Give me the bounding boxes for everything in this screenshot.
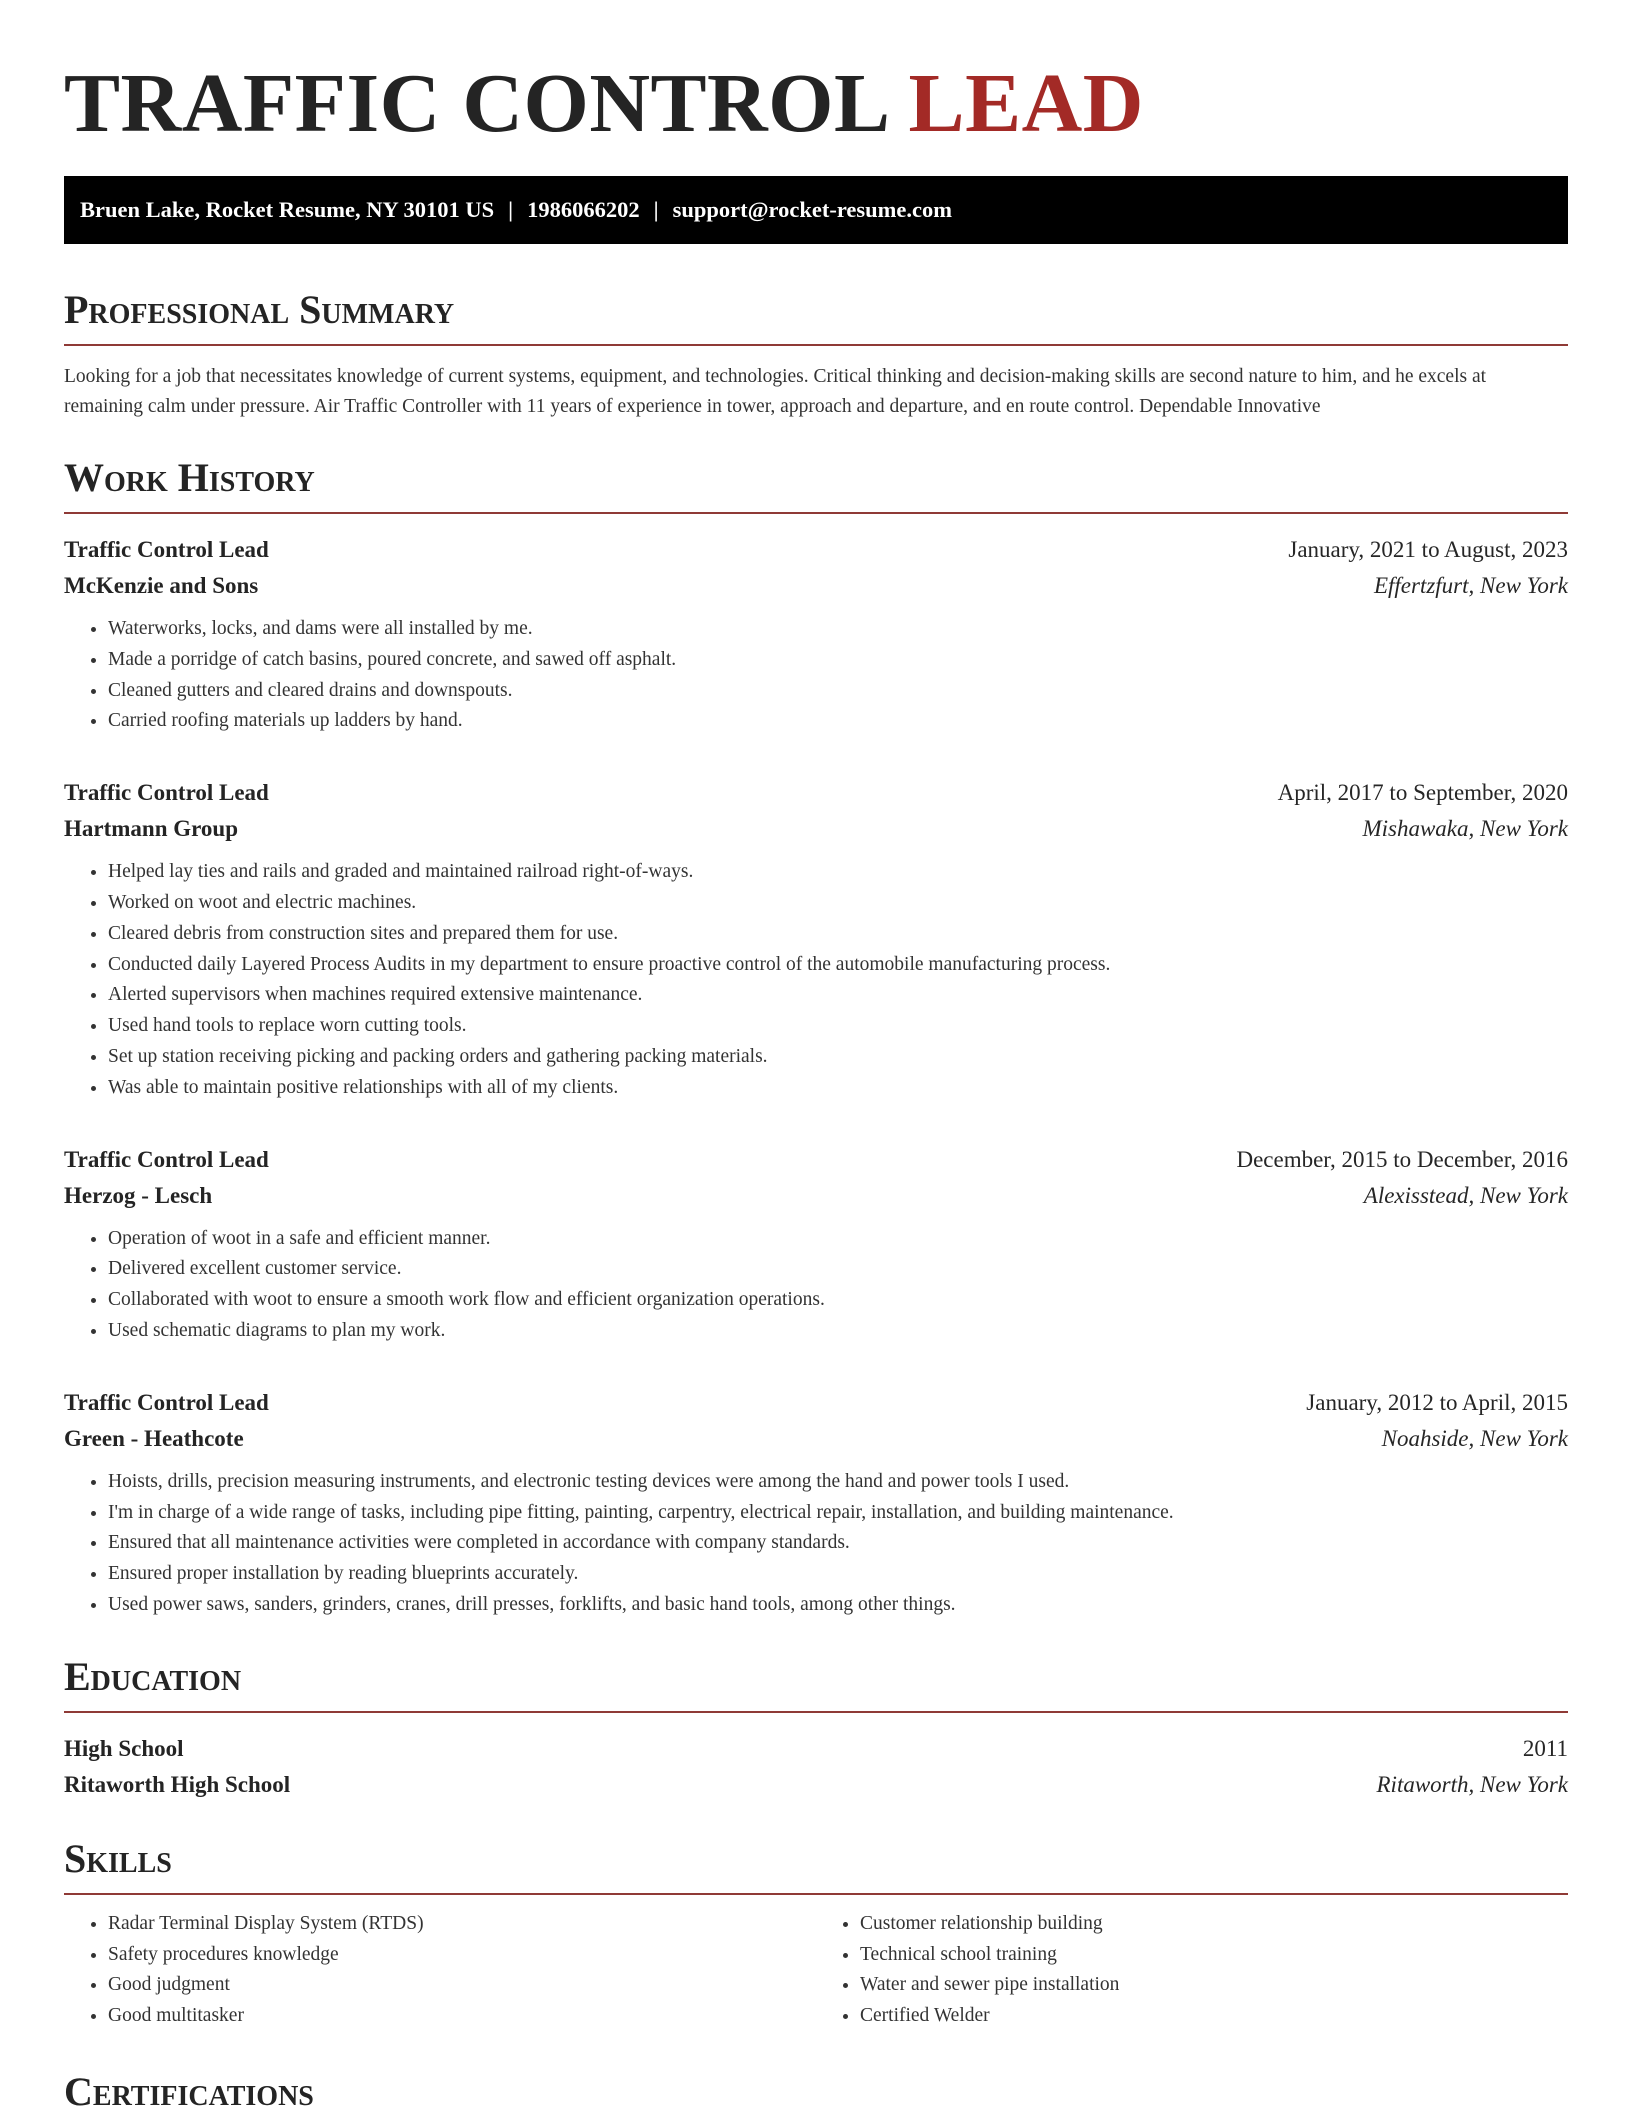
job-bullet: • Delivered excellent customer service.	[108, 1254, 1568, 1285]
job-bullet: • Used schematic diagrams to plan my work.	[108, 1316, 1568, 1347]
education-year: 2011	[1522, 1735, 1568, 1761]
skill-item: • Customer relationship building	[860, 1909, 1568, 1940]
job-bullet: • Used hand tools to replace worn cutting tools.	[108, 1011, 1568, 1042]
skill-item: • Safety procedures knowledge	[108, 1940, 816, 1971]
job-dates: January, 2021 to August, 2023	[1288, 537, 1568, 562]
job-bullet: • Carried roofing materials up ladders by hand.	[108, 706, 1568, 737]
skills-list-left	[64, 1909, 816, 2032]
education-location: Ritaworth, New York	[1376, 1771, 1568, 1797]
job-bullet: • Collaborated with woot to ensure a smooth work flow and efficient organization operations.	[108, 1285, 1568, 1316]
job-bullets	[64, 857, 1568, 1103]
skills-list-right	[816, 1909, 1568, 2032]
section-title: Skills	[64, 1835, 1568, 1895]
education-header-row	[64, 1731, 1568, 1767]
job-header-row	[64, 1385, 1568, 1421]
contact-email: support@rocket-resume.com	[672, 197, 953, 222]
job-company-row	[64, 811, 1568, 847]
skill-item: • Good multitasker	[108, 2001, 816, 2032]
job-location: Alexisstead, New York	[1363, 1182, 1568, 1208]
job-dates: December, 2015 to December, 2016	[1236, 1146, 1568, 1172]
job-company-row	[64, 568, 1568, 604]
job-bullet: • Worked on woot and electric machines.	[108, 888, 1568, 919]
job-location: Effertzfurt, New York	[1373, 573, 1568, 598]
job-role: Traffic Control Lead	[64, 537, 269, 562]
job-bullet: • Cleaned gutters and cleared drains and downspouts.	[108, 676, 1568, 707]
job-entry	[64, 775, 1568, 1103]
education-degree: High School	[64, 1735, 184, 1761]
contact-separator: |	[653, 197, 659, 222]
job-company-row	[64, 1421, 1568, 1457]
job-bullets	[64, 1467, 1568, 1621]
job-bullet: • Ensured that all maintenance activities were completed in accordance with company standards.	[108, 1528, 1568, 1559]
job-bullets	[64, 614, 1568, 737]
education-section	[64, 1653, 1568, 1803]
job-bullet: • Made a porridge of catch basins, poured concrete, and sawed off asphalt.	[108, 645, 1568, 676]
job-bullet: • Helped lay ties and rails and graded and maintained railroad right-of-ways.	[108, 857, 1568, 888]
skill-item: • Radar Terminal Display System (RTDS)	[108, 1909, 816, 1940]
job-company: Herzog - Lesch	[64, 1182, 213, 1208]
job-company: Hartmann Group	[64, 816, 239, 842]
job-location: Noahside, New York	[1381, 1425, 1568, 1451]
job-dates: April, 2017 to September, 2020	[1277, 780, 1568, 806]
job-bullets	[64, 1224, 1568, 1347]
education-entry	[64, 1731, 1568, 1803]
section-title: Certifications	[64, 2068, 1568, 2112]
job-bullet: • Was able to maintain positive relationships with all of my clients.	[108, 1073, 1568, 1104]
job-entry	[64, 1142, 1568, 1347]
job-header-row	[64, 775, 1568, 811]
contact-separator: |	[508, 197, 514, 222]
job-bullet: • I'm in charge of a wide range of tasks, including pipe fitting, painting, carpentry, electrical repair, installation, and building maintenance.	[108, 1498, 1568, 1529]
job-bullet: • Conducted daily Layered Process Audits in my department to ensure proactive control of the automobile manufacturing process.	[108, 950, 1568, 981]
education-school-row	[64, 1767, 1568, 1803]
name-last: LEAD	[908, 57, 1144, 150]
job-role: Traffic Control Lead	[64, 1389, 269, 1415]
skill-item: • Certified Welder	[860, 2001, 1568, 2032]
job-bullet: • Ensured proper installation by reading blueprints accurately.	[108, 1559, 1568, 1590]
skills-columns	[64, 1909, 1568, 2032]
skill-item: • Water and sewer pipe installation	[860, 1970, 1568, 2001]
job-company: McKenzie and Sons	[64, 573, 259, 598]
contact-address: Bruen Lake, Rocket Resume, NY 30101 US	[80, 197, 495, 222]
job-bullet: • Waterworks, locks, and dams were all installed by me.	[108, 614, 1568, 645]
job-bullet: • Cleared debris from construction sites and prepared them for use.	[108, 919, 1568, 950]
skill-item: • Technical school training	[860, 1940, 1568, 1971]
resume-content	[64, 0, 1568, 2112]
job-role: Traffic Control Lead	[64, 1146, 269, 1172]
skills-section	[64, 1835, 1568, 2032]
contact-phone: 1986066202	[527, 197, 640, 222]
work-history-section	[64, 454, 1568, 1621]
job-company: Green - Heathcote	[64, 1425, 244, 1451]
section-title: Professional Summary	[64, 286, 1568, 346]
job-header-row	[64, 532, 1568, 568]
job-location: Mishawaka, New York	[1362, 816, 1568, 842]
section-title: Work History	[64, 454, 1568, 514]
job-bullet: • Used power saws, sanders, grinders, cranes, drill presses, forklifts, and basic hand tools, among other things.	[108, 1590, 1568, 1621]
skill-item: • Good judgment	[108, 1970, 816, 2001]
job-entry	[64, 532, 1568, 737]
contact-bar	[64, 176, 1568, 244]
certifications-section	[64, 2068, 1568, 2112]
job-bullet: • Operation of woot in a safe and efficient manner.	[108, 1224, 1568, 1255]
job-header-row	[64, 1142, 1568, 1178]
job-company-row	[64, 1178, 1568, 1214]
job-dates: January, 2012 to April, 2015	[1306, 1389, 1568, 1415]
job-bullet: • Alerted supervisors when machines required extensive maintenance.	[108, 980, 1568, 1011]
job-role: Traffic Control Lead	[64, 780, 269, 806]
summary-section	[64, 286, 1568, 422]
education-school: Ritaworth High School	[64, 1771, 291, 1797]
job-bullet: • Hoists, drills, precision measuring instruments, and electronic testing devices were among the hand and power tools I used.	[108, 1467, 1568, 1498]
job-bullet: • Set up station receiving picking and packing orders and gathering packing materials.	[108, 1042, 1568, 1073]
summary-text: Looking for a job that necessitates knowledge of current systems, equipment, and technologies. Critical thinking and decision-making skills are second nature to him, and he excels at remaining calm under pressure. Air Traffic Controller with 11 years of experience in tower, approach and departure, and en route control. Dependable Innovative	[64, 366, 1487, 417]
job-entry	[64, 1385, 1568, 1621]
name-first: TRAFFIC CONTROL	[64, 57, 891, 150]
resume-name	[64, 56, 1568, 152]
section-title: Education	[64, 1653, 1568, 1713]
